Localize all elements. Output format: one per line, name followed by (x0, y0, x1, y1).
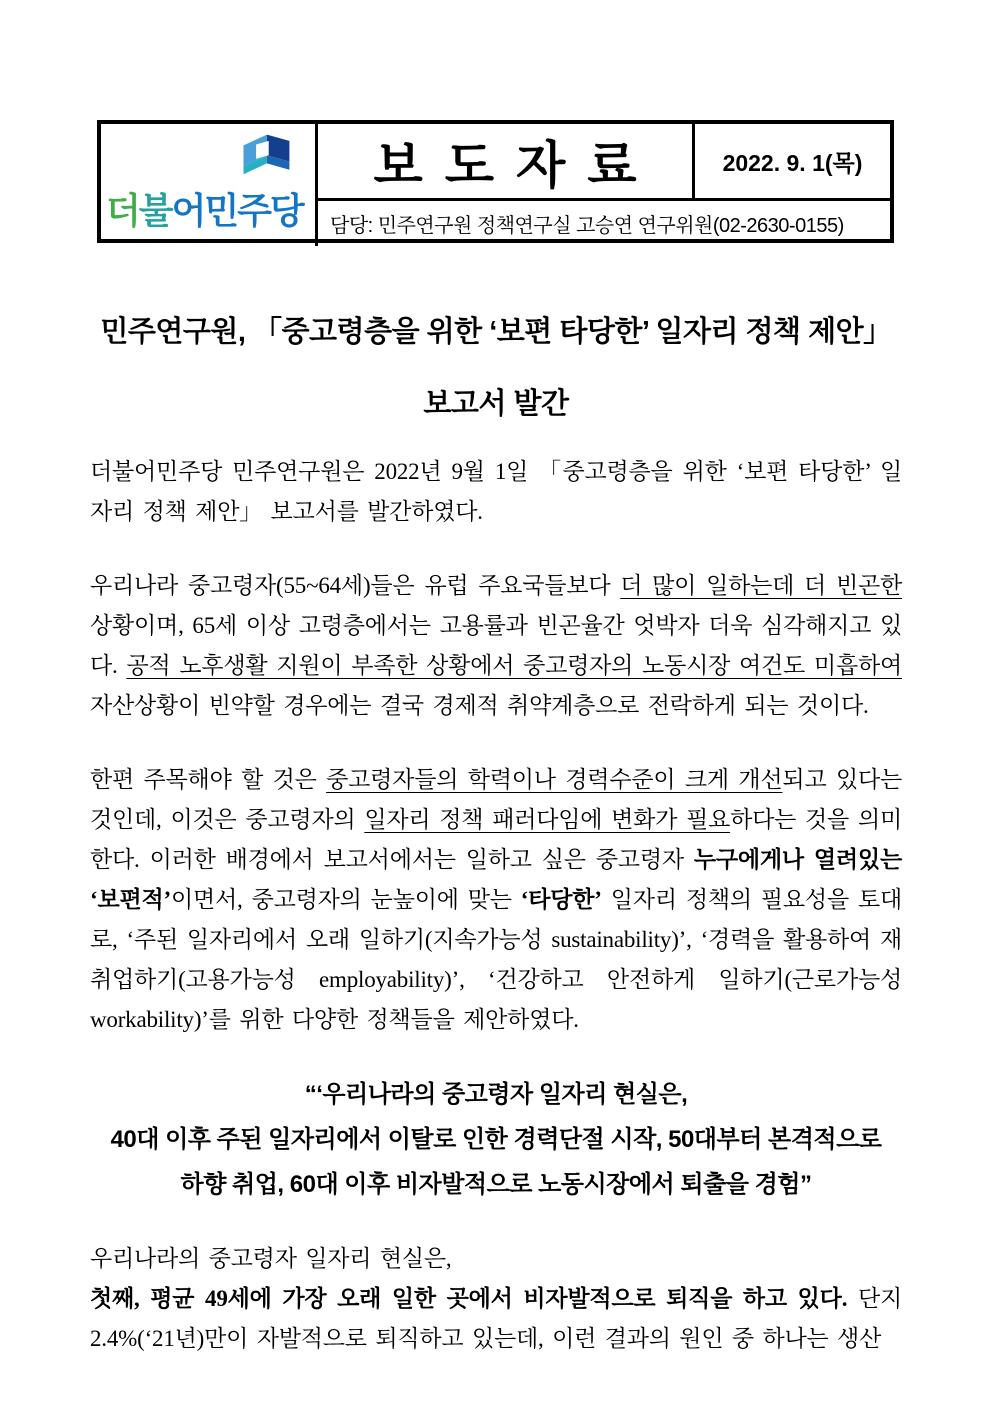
closing-first-point (90, 1279, 902, 1359)
text-segment-bold: ‘보편적’ (90, 887, 171, 912)
text-segment-bold: ‘타당한’ (520, 887, 602, 912)
contact-cell (318, 198, 890, 246)
paragraph-intro (90, 452, 902, 532)
text-segment-normal: 우리나라 중고령자(55~64세)들은 유럽 주요국들보다 (90, 573, 621, 598)
logo-chars-rest: 어민주당 (171, 190, 303, 231)
text-segment-underline: 일자리 정책 패러다임에 변화가 필요 (364, 807, 731, 832)
text-segment-normal: 하다는 것을 의미한다. 이러한 배경에서 보고서에서는 일하고 싶은 중고령자 (90, 807, 902, 872)
quote-line-2: 40대 이후 주된 일자리에서 이탈로 인한 경력단절 시작, 50대부터 본격적으로 (110, 1126, 882, 1153)
party-logo-text (106, 183, 303, 234)
text-segment-normal: 단지 2.4%(‘21년)만이 자발적으로 퇴직하고 있는데, 이런 결과의 원인 중 하나는 생산 (90, 1286, 902, 1351)
document-body (90, 452, 902, 1359)
text-segment-underline: 중고령자들의 학력이나 경력수준이 크게 개선 (326, 767, 783, 792)
document-title (50, 296, 942, 440)
text-segment-normal: 일자리 정책의 필요성을 토대로, ‘주된 일자리에서 오래 일하기(지속가능성 sustainability)’, ‘경력을 활용하여 재취업하기(고용가능성 employability)’, ‘건강하고 안전하게 일하기(근로가능성 workability)’를 위한 다양한 정책들을 제안하였다. (90, 887, 902, 1032)
party-flag-icon (239, 129, 293, 187)
text-segment-normal: 되고 있다는 것인데, 이것은 중고령자의 (90, 767, 902, 832)
closing-lead-line (90, 1239, 902, 1279)
text-segment-normal: 상황이며, 65세 이상 고령층에서는 고용률과 빈곤율간 엇박자 더욱 심각해지고 있다. (90, 613, 902, 678)
document-title-line-1: 민주연구원, 「중고령층을 위한 ‘보편 타당한’ 일자리 정책 제안」 (100, 316, 892, 348)
text-segment-normal: 우리나라의 중고령자 일자리 현실은, (90, 1246, 452, 1271)
party-logo-cell (101, 124, 318, 246)
press-release-date: 2022. 9. 1(목) (722, 149, 863, 176)
quote-line-3: 하향 취업, 60대 이후 비자발적으로 노동시장에서 퇴출을 경험” (180, 1171, 812, 1198)
logo-char-1: 더 (106, 190, 139, 231)
logo-char-2: 불 (138, 190, 172, 231)
text-segment-bold: 첫째, 평균 49세에 가장 오래 일한 곳에서 비자발적으로 퇴직을 하고 있다. (90, 1286, 848, 1311)
text-segment-underline: 더 많이 일하는데 더 빈곤한 (620, 573, 902, 598)
press-release-date-cell (692, 124, 890, 198)
press-release-title: 보도자료 (373, 137, 659, 194)
paragraph-policy (90, 760, 902, 1040)
text-segment-underline: 공적 노후생활 지원이 부족한 상황에서 중고령자의 노동시장 여건도 미흡하여 (126, 653, 902, 678)
text-segment-bold: 누구에게나 열려있는 (693, 847, 902, 872)
text-segment-normal: 이면서, 중고령자의 눈높이에 맞는 (170, 887, 521, 912)
press-release-header (97, 120, 894, 243)
text-segment-normal: 더불어민주당 민주연구원은 2022년 9월 1일 「중고령층을 위한 ‘보편 타당한’ 일자리 정책 제안」 보고서를 발간하였다. (90, 459, 902, 524)
paragraph-situation (90, 566, 902, 726)
highlight-quote (90, 1072, 902, 1207)
quote-line-1: “‘우리나라의 중고령자 일자리 현실은, (304, 1081, 688, 1108)
text-segment-normal: 자산상황이 빈약할 경우에는 결국 경제적 취약계층으로 전락하게 되는 것이다. (90, 693, 869, 718)
text-segment-normal: 한편 주목해야 할 것은 (90, 767, 327, 792)
document-title-line-2: 보고서 발간 (423, 388, 569, 420)
press-release-title-cell (318, 124, 692, 198)
contact-line: 담당: 민주연구원 정책연구실 고승연 연구위원(02-2630-0155) (330, 215, 844, 237)
